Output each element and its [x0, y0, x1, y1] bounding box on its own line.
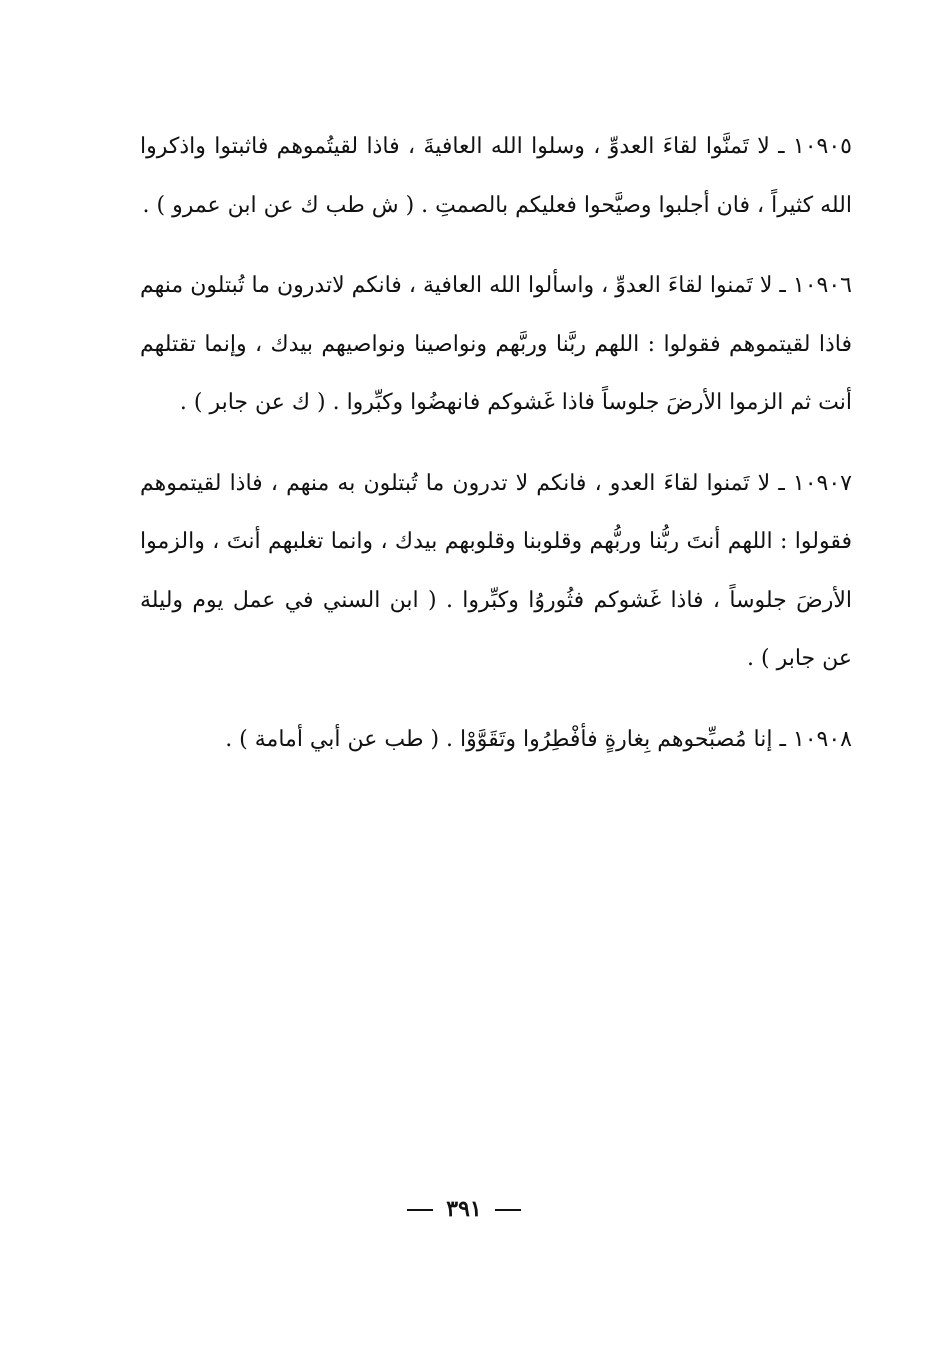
page-footer — [0, 1196, 928, 1222]
footer-dash-right — [495, 1209, 521, 1211]
hadith-entry-10908: ١٠٩٠٨ ـ إنا مُصبِّحوهم بِغارةٍ فأفْطِرُوا وتَقَوَّوْا . ( طب عن أبي أمامة ) . — [225, 726, 852, 752]
page-number: ٣٩١ — [446, 1196, 482, 1222]
hadith-entry-10905: ١٠٩٠٥ ـ لا تَمنَّوا لقاءَ العدوِّ ، وسلوا الله العافيةَ ، فاذا لقيتُموهم فاثبتوا واذكروا الله كثيراً ، فان أجلبوا وصيَّحوا فعليكم بالصمتِ . ( ش طب ك عن ابن عمرو ) . — [140, 134, 852, 218]
hadith-entry-10906: ١٠٩٠٦ ـ لا تَمنوا لقاءَ العدوِّ ، واسألوا الله العافية ، فانكم لاتدرون ما تُبتلون منهم فاذا لقيتموهم فقولوا : اللهم ربَّنا وربَّهم ونواصينا ونواصيهم بيدك ، وإنما تقتلهم أنت ثم الزموا الأرضَ جلوساً فاذا غَشوكم فانهضُوا وكبِّروا . ( ك عن جابر ) . — [140, 273, 852, 415]
footer-dash-left — [407, 1209, 433, 1211]
hadith-entry-10907: ١٠٩٠٧ ـ لا تَمنوا لقاءَ العدو ، فانكم لا تدرون ما تُبتلون به منهم ، فاذا لقيتموهم فقولوا : اللهم أنتَ ربُّنا وربُّهم وقلوبنا وقلوبهم بيدك ، وانما تغلبهم أنتَ ، والزموا الأرضَ جلوساً ، فاذا غَشوكم فثُوروُا وكبِّروا . ( ابن السني في عمل يوم وليلة عن جابر ) . — [140, 470, 852, 671]
hadith-text-block — [140, 118, 852, 791]
